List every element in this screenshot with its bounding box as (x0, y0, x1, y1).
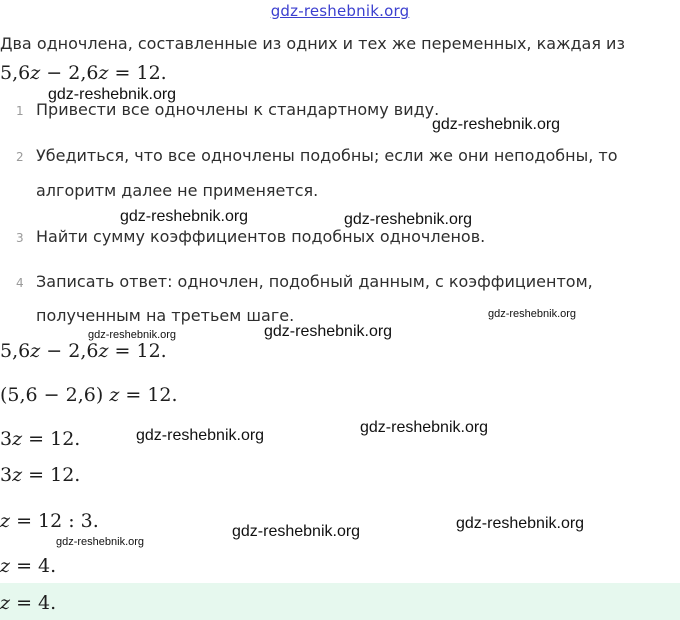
equation-top: 5,6z − 2,6z = 12. (0, 62, 167, 84)
step-text-2a: Убедиться, что все одночлены подобны; если же они неподобны, то (36, 146, 618, 165)
watermark-3: gdz-reshebnik.org (120, 208, 249, 225)
step-text-4b: полученным на третьем шаге. (36, 306, 295, 325)
watermark-11: gdz-reshebnik.org (232, 523, 361, 540)
solution-line-5: z = 12 : 3. (0, 510, 99, 532)
step-text-3: Найти сумму коэффициентов подобных одночленов. (36, 227, 486, 246)
watermark-2: gdz-reshebnik.org (432, 116, 561, 133)
watermark-10: gdz-reshebnik.org (456, 515, 585, 532)
step-number-1: 1 (16, 104, 24, 118)
solution-line-6: z = 4. (0, 555, 57, 577)
watermark-12: gdz-reshebnik.org (56, 536, 145, 548)
header-watermark-link[interactable]: gdz-reshebnik.org (270, 2, 410, 20)
step-text-1: Привести все одночлены к стандартному виду. (36, 100, 440, 119)
watermark-1: gdz-reshebnik.org (48, 86, 177, 103)
step-text-4a: Записать ответ: одночлен, подобный данным, с коэффициентом, (36, 272, 593, 291)
watermark-9: gdz-reshebnik.org (360, 419, 489, 436)
solution-line-3: 3z = 12. (0, 428, 81, 450)
watermark-7: gdz-reshebnik.org (264, 323, 393, 340)
solution-line-2: (5,6 − 2,6) z = 12. (0, 384, 178, 406)
watermark-8: gdz-reshebnik.org (136, 427, 265, 444)
step-number-3: 3 (16, 231, 24, 245)
answer-box (0, 583, 680, 620)
intro-text: Два одночлена, составленные из одних и тех же переменных, каждая из (0, 34, 625, 53)
solution-line-4: 3z = 12. (0, 464, 81, 486)
answer-line: z = 4. (0, 592, 57, 614)
watermark-6: gdz-reshebnik.org (88, 329, 177, 341)
solution-line-1: 5,6z − 2,6z = 12. (0, 340, 167, 362)
watermark-5: gdz-reshebnik.org (488, 308, 577, 320)
step-number-2: 2 (16, 150, 24, 164)
step-number-4: 4 (16, 276, 24, 290)
step-text-2b: алгоритм далее не применяется. (36, 181, 319, 200)
watermark-4: gdz-reshebnik.org (344, 211, 473, 228)
